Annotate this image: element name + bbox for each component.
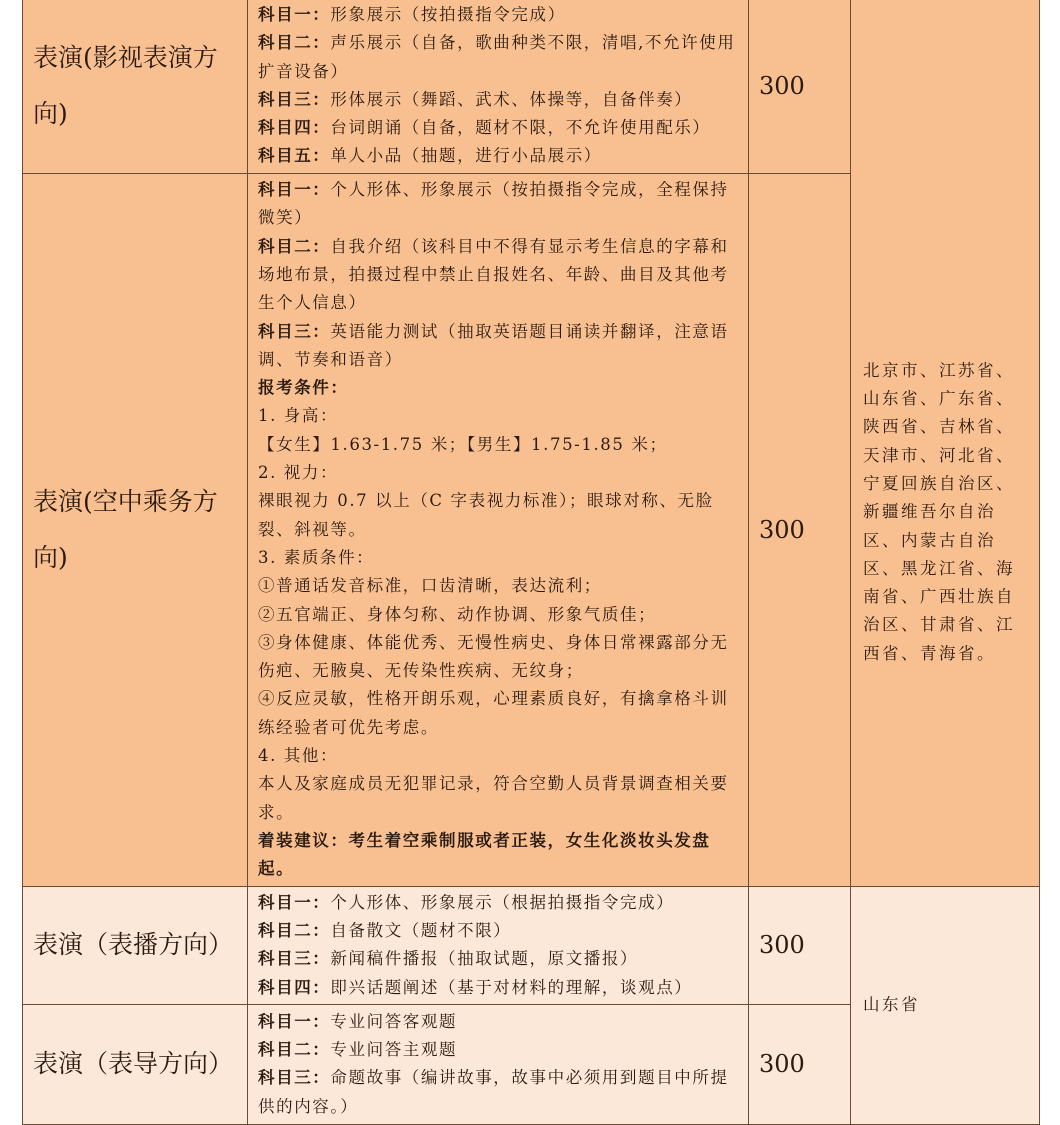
subject-item — [258, 889, 740, 917]
subject-text: 新闻稿件播报（抽取试题，原文播报） — [330, 949, 639, 969]
subject-item — [258, 1008, 740, 1036]
subjects-cell — [248, 173, 749, 886]
region-list: 北京市、江苏省、山东省、广东省、陕西省、吉林省、天津市、河北省、宁夏回族自治区、新疆维吾尔自治区、内蒙古自治区、黑龙江省、海南省、广西壮族自治区、甘肃省、江西省、青海省。 — [863, 360, 1015, 663]
height-text: 【女生】1.63-1.75 米；【男生】1.75-1.85 米； — [258, 434, 668, 454]
subject-label: 科目一： — [258, 5, 331, 24]
subject-text: 个人形体、形象展示（按拍摄指令完成，全程保持微笑） — [258, 180, 729, 228]
fee-cell: 300 — [749, 0, 851, 173]
region-cell-group-b — [851, 886, 1040, 1124]
conditions-title: 报考条件： — [258, 378, 349, 398]
subject-item — [258, 142, 740, 170]
subject-text: 命题故事（编讲故事，故事中必须用到题目中所提供的内容。） — [258, 1068, 729, 1116]
subject-item — [258, 917, 740, 945]
subject-label: 科目二： — [258, 1040, 331, 1060]
subject-item — [258, 233, 740, 318]
subject-label: 科目四： — [258, 118, 331, 138]
subject-item — [258, 945, 740, 973]
major-name: 表演(空中乘务方向) — [23, 173, 248, 886]
quality-item: ③身体健康、体能优秀、无慢性病史、身体日常裸露部分无伤疤、无腋臭、无传染性疾病、无纹身； — [258, 632, 729, 681]
table-row-film-acting — [23, 0, 1040, 173]
subject-label: 科目二： — [258, 921, 331, 941]
subject-text: 专业问答客观题 — [330, 1011, 458, 1031]
subject-label: 科目三： — [258, 321, 331, 341]
quality-title: 3. 素质条件： — [258, 547, 375, 567]
major-name: 表演（表导方向） — [23, 1004, 248, 1124]
height-title: 1. 身高： — [258, 406, 339, 426]
subject-item — [258, 86, 740, 114]
subject-label: 科目二： — [258, 236, 331, 256]
subject-item — [258, 176, 740, 233]
subject-label: 科目一： — [258, 1011, 331, 1031]
dress-suggestion: 着装建议：考生着空乘制服或者正装，女生化淡妆头发盘起。 — [258, 830, 711, 879]
subject-text: 形体展示（舞蹈、武术、体操等，自备伴奏） — [330, 89, 693, 109]
region-list: 山东省 — [863, 995, 920, 1015]
subject-text: 专业问答主观题 — [330, 1040, 458, 1060]
fee-cell: 300 — [749, 886, 851, 1004]
exam-subjects-table — [22, 0, 1040, 1125]
subject-item — [258, 29, 740, 86]
quality-item: ②五官端正、身体匀称、动作协调、形象气质佳； — [258, 604, 657, 624]
subject-label: 科目一： — [258, 180, 331, 200]
subject-label: 科目三： — [258, 949, 331, 969]
vision-title: 2. 视力： — [258, 463, 339, 483]
vision-text: 裸眼视力 0.7 以上（C 字表视力标准）；眼球对称、无脸裂、斜视等。 — [258, 491, 714, 539]
subject-label: 科目二： — [258, 33, 331, 53]
subject-label: 科目三： — [258, 89, 331, 109]
subjects-cell — [248, 0, 749, 173]
subject-label: 科目一： — [258, 892, 331, 912]
subject-item — [258, 1, 740, 29]
subject-item — [258, 1064, 740, 1121]
subject-text: 英语能力测试（抽取英语题目诵读并翻译，注意语调、节奏和语音） — [258, 321, 729, 369]
subject-label: 科目三： — [258, 1068, 331, 1088]
region-cell-group-a — [851, 0, 1040, 886]
subject-label: 科目四： — [258, 977, 331, 997]
subject-item — [258, 318, 740, 375]
subject-item — [258, 1036, 740, 1064]
subject-item — [258, 974, 740, 1002]
subject-text: 自我介绍（该科目中不得有显示考生信息的字幕和场地布景，拍摄过程中禁止自报姓名、年龄、曲目及其他考生个人信息） — [258, 236, 729, 313]
fee-cell: 300 — [749, 173, 851, 886]
subject-text: 台词朗诵（自备，题材不限，不允许使用配乐） — [330, 118, 711, 138]
subject-text: 即兴话题阐述（基于对材料的理解，谈观点） — [330, 977, 693, 997]
subjects-cell — [248, 1004, 749, 1124]
major-name: 表演（表播方向） — [23, 886, 248, 1004]
subject-item — [258, 114, 740, 142]
subject-text: 个人形体、形象展示（根据拍摄指令完成） — [330, 892, 675, 912]
subject-text: 声乐展示（自备，歌曲种类不限，清唱,不允许使用扩音设备） — [258, 33, 736, 81]
quality-item: ①普通话发音标准，口齿清晰，表达流利； — [258, 576, 602, 596]
subject-label: 科目五： — [258, 146, 331, 166]
subjects-cell — [248, 886, 749, 1004]
major-name: 表演(影视表演方向) — [23, 0, 248, 173]
table-row-broadcast — [23, 886, 1040, 1004]
quality-item: ④反应灵敏，性格开朗乐观，心理素质良好，有擒拿格斗训练经验者可优先考虑。 — [258, 689, 729, 737]
subject-text: 自备散文（题材不限） — [330, 921, 512, 941]
fee-cell: 300 — [749, 1004, 851, 1124]
subject-text: 形象展示（按拍摄指令完成） — [330, 5, 566, 24]
other-title: 4. 其他： — [258, 746, 339, 765]
subject-text: 单人小品（抽题，进行小品展示） — [330, 146, 602, 166]
other-text: 本人及家庭成员无犯罪记录，符合空勤人员背景调查相关要求。 — [258, 774, 729, 822]
